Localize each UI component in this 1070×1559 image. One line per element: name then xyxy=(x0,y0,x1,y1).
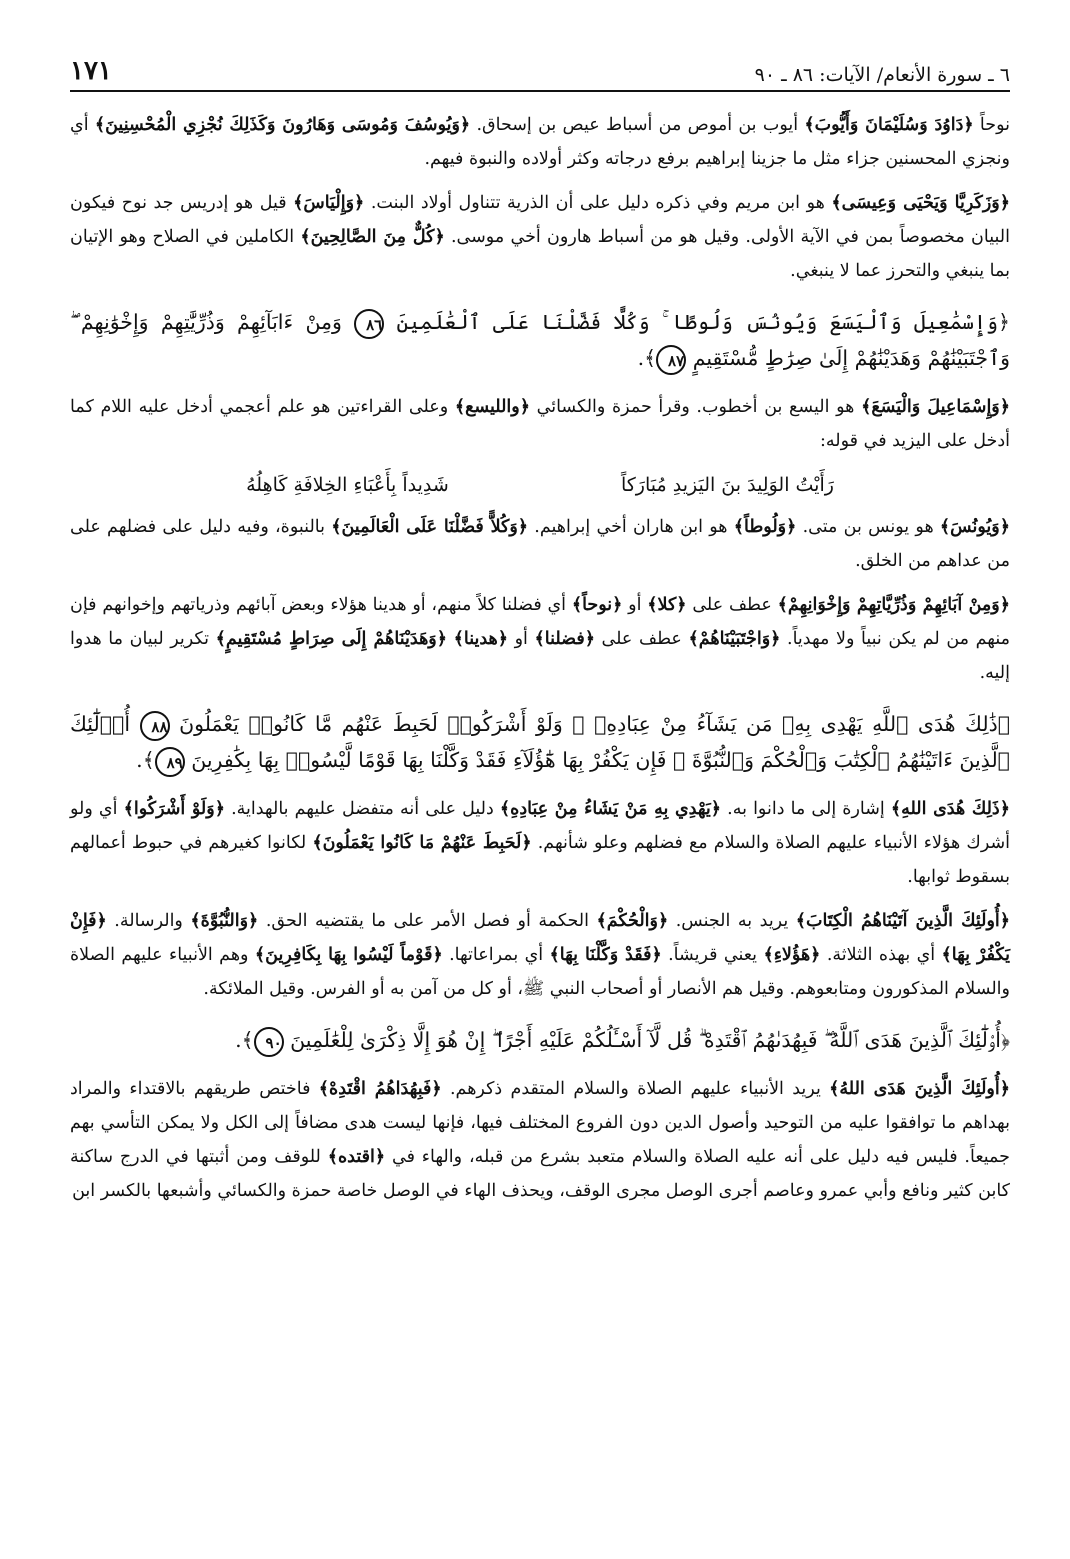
text-run: أي ولو أشرك هؤلاء الأنبياء عليهم الصلاة والسلام مع فضلهم وعلو شأنهم. xyxy=(70,799,1011,853)
text-run: قيل هو إدريس جد نوح فيكون البيان مخصوصاً بمن في الآية الأولى. وقيل هو من أسباط هارون أخي موسى. xyxy=(70,193,1010,247)
text-run: أي فضلنا كلاً منهم، أو هدينا هؤلاء وبعض آبائهم وذرياتهم وإخوانهم فإن منهم من لم يكن نبياً ولا مهدياً. xyxy=(70,595,1010,649)
quoted-verse-phrase: ﴿وَالنُّبُوَّةَ﴾ xyxy=(190,911,259,931)
text-run: هو يونس بن متى. xyxy=(796,517,940,537)
text-run: دليل على أنه متفضل عليهم بالهداية. xyxy=(224,799,500,819)
quoted-verse-phrase: ﴿وَلُوطاً﴾ xyxy=(733,517,797,537)
text-run: ﴾. xyxy=(136,748,155,772)
quoted-verse-phrase: ﴿وَمِنْ آبَائِهِمْ وَذُرِّيَّاتِهِمْ وَإِخْوَانِهِمْ﴾ xyxy=(777,595,1010,615)
text-run: تكرير لبيان ما هدوا إليه. xyxy=(70,629,1010,683)
text-run: للوقف ومن أثبتها في الدرج ساكنة كابن كثير ونافع وأبي عمرو وعاصم أجرى الوصل مجرى الوقف، ويحذف الهاء في الوصل خاصة حمزة والكسائي وأشبعها بالكسر ابن xyxy=(70,1147,1010,1201)
text-run: ﴿وَإِسْمَٰعِيلَ وَٱلْيَسَعَ وَيُونُسَ وَلُوطًا ۚ وَكُلًّا فَضَّلْنَا عَلَى ٱلْعَٰلَمِينَ xyxy=(384,310,1010,334)
text-run xyxy=(447,629,454,649)
poem-hemistich-right: رَأَيْتُ الوَلِيدَ بنَ اليَزيدِ مُبَارَكاً xyxy=(620,474,834,496)
poem-hemistich-left: شَدِيداً بِأَعْبَاءِ الخِلافَةِ كَاهِلُهُ xyxy=(246,474,449,496)
text-run: ﴾. xyxy=(235,1028,254,1052)
page-body xyxy=(70,108,1010,1218)
text-run: بالنبوة، وفيه دليل على فضلهم على من عداهم من الخلق. xyxy=(70,517,1010,571)
text-run: أو xyxy=(508,629,535,649)
text-run: الحكمة أو فصل الأمر على ما يقتضيه الحق. xyxy=(258,911,597,931)
text-run: يريد الأنبياء عليهم الصلاة والسلام المتقدم ذكرهم. xyxy=(441,1079,830,1099)
quoted-verse-phrase: ﴿قَوْماً لَيْسُوا بِهَا بِكَافِرِينَ﴾ xyxy=(254,945,443,965)
text-run: إشارة إلى ما دانوا به. xyxy=(721,799,891,819)
text-run: يعني قريشاً. xyxy=(661,945,764,965)
text-run: هو ابن هاران أخي إبراهيم. xyxy=(528,517,734,537)
quoted-verse-phrase: ﴿وَلَوْ أَشْرَكُوا﴾ xyxy=(123,799,225,819)
text-run: وَمِنْ ءَابَآئِهِمْ وَذُرِّيَّٰتِهِمْ وَإِخْوَٰنِهِمْ ۖ وَٱجْتَبَيْنَٰهُمْ وَهَدَيْنَٰهُمْ إِلَىٰ صِرَٰطٍ مُّسْتَقِيمٍ xyxy=(70,310,1010,370)
quoted-verse-phrase: ﴿هدينا﴾ xyxy=(453,629,509,649)
commentary-paragraph xyxy=(70,1072,1010,1208)
text-run: أو xyxy=(622,595,648,615)
verse-number-marker: ٨٦ xyxy=(354,309,384,339)
quoted-verse-phrase: ﴿وَكُلاًّ فَضَّلْنَا عَلَى الْعَالَمِينَ﴾ xyxy=(331,517,529,537)
quoted-verse-phrase: ﴿ذَلِكَ هُدَى اللهِ﴾ xyxy=(890,799,1010,819)
text-run: وهم الأنبياء عليهم الصلاة والسلام المذكورون ومتابعوهم. وقيل هم الأنصار أو أصحاب النبي ﷺ، أو كل من آمن به أو الفرس. وقيل الملائكة. xyxy=(70,945,1010,999)
quoted-verse-phrase: ﴿فَبِهُدَاهُمُ اقْتَدِهْ﴾ xyxy=(318,1079,442,1099)
quoted-verse-phrase: ﴿وَيُونُسَ﴾ xyxy=(939,517,1010,537)
text-run: أيوب بن أموص من أسباط عيص بن إسحاق. xyxy=(470,115,805,135)
verse-number-marker: ٩٠ xyxy=(254,1027,284,1057)
quoted-verse-phrase: ﴿فضلنا﴾ xyxy=(534,629,595,649)
page-header xyxy=(70,52,1010,92)
quoted-verse-phrase: ﴿دَاوُدَ وَسُلَيْمَانَ وَأَيُّوبَ﴾ xyxy=(804,115,974,135)
quran-verse-block xyxy=(70,1022,1010,1058)
quoted-verse-phrase: ﴿كُلٌّ مِنَ الصَّالِحِينَ﴾ xyxy=(300,227,445,247)
verse-number-marker: ٨٧ xyxy=(656,345,686,375)
text-run: وعلى القراءتين هو علم أعجمي أدخل عليه اللام كما أدخل على اليزيد في قوله: xyxy=(70,397,1010,451)
quran-verse-block xyxy=(70,706,1010,778)
quoted-verse-phrase: ﴿وَإِسْمَاعِيلَ وَالْيَسَعَ﴾ xyxy=(861,397,1011,417)
quoted-verse-phrase: ﴿وَالْحُكْمَ﴾ xyxy=(596,911,669,931)
quoted-verse-phrase: ﴿أُولَئِكَ الَّذِينَ هَدَى اللهُ﴾ xyxy=(829,1079,1010,1099)
quoted-verse-phrase: ﴿وَإِلْيَاسَ﴾ xyxy=(293,193,365,213)
quoted-verse-phrase: ﴿يَهْدِي بِهِ مَنْ يَشَاءُ مِنْ عِبَادِهِ﴾ xyxy=(499,799,722,819)
text-run: هو اليسع بن أخطوب. وقرأ حمزة والكسائي xyxy=(529,397,862,417)
commentary-paragraph xyxy=(70,792,1010,894)
text-run: لكانوا كغيرهم في حبوط أعمالهم بسقوط ثوابها. xyxy=(70,833,1010,887)
quoted-verse-phrase: ﴿أُولَئِكَ الَّذِينَ آتَيْنَاهُمُ الْكِتَابَ﴾ xyxy=(795,911,1011,931)
text-run: الكاملين في الصلاح وهو الإتيان بما ينبغي والتحرز عما لا ينبغي. xyxy=(70,227,1010,281)
quoted-verse-phrase: ﴿وَزَكَرِيَّا وَيَحْيَى وَعِيسَى﴾ xyxy=(831,193,1010,213)
text-run: فاختص طريقهم بالاقتداء والمراد بهداهم ما توافقوا عليه من التوحيد وأصول الدين دون الفروع المختلف فيها، فإنها ليست هدى مضافاً إلى الكل ولا يمكن التأسي بهم جميعاً. فليس فيه دليل على أنه عليه الصلاة والسلام متعبد بشرع من قبله، والهاء في xyxy=(70,1079,1010,1167)
verse-number-marker: ٨٩ xyxy=(155,747,185,777)
running-title: ٦ ـ سورة الأنعام/ الآيات: ٨٦ ـ ٩٠ xyxy=(754,64,1010,86)
text-run: نوحاً xyxy=(973,115,1010,135)
commentary-paragraph xyxy=(70,186,1010,288)
commentary-paragraph xyxy=(70,390,1010,458)
quoted-verse-phrase: ﴿وَيُوسُفَ وَمُوسَى وَهَارُونَ وَكَذَلِكَ نُجْزِي الْمُحْسِنِينَ﴾ xyxy=(94,115,471,135)
commentary-paragraph xyxy=(70,108,1010,176)
commentary-paragraph xyxy=(70,904,1010,1006)
text-run: ﴿أُو۟لَٰٓئِكَ ٱلَّذِينَ هَدَى ٱللَّهُ ۖ فَبِهُدَىٰهُمُ ٱقْتَدِهْ ۗ قُل لَّآ أَسْـَٔلُكُمْ عَلَيْهِ أَجْرًا ۖ إِنْ هُوَ إِلَّا ذِكْرَىٰ لِلْعَٰلَمِينَ xyxy=(283,1028,1010,1052)
text-run: ﴿ذَٰلِكَ هُدَى ٱللَّهِ يَهْدِى بِهِۦ مَن يَشَآءُ مِنْ عِبَادِهِۦ ۚ وَلَوْ أَشْرَكُوا۟ لَحَبِطَ عَنْهُم مَّا كَانُوا۟ يَعْمَلُونَ xyxy=(169,712,1011,736)
commentary-paragraph xyxy=(70,588,1010,690)
commentary-paragraph xyxy=(70,510,1010,578)
text-run: أي ونجزي المحسنين جزاء مثل ما جزينا إبراهيم برفع درجاته وكثر أولاده والنبوة فيهم. xyxy=(70,115,1010,169)
quoted-verse-phrase: ﴿والليسع﴾ xyxy=(454,397,530,417)
quoted-verse-phrase: ﴿فَإِنْ يَكْفُرْ بِهَا﴾ xyxy=(70,911,1011,965)
verse-number-marker: ٨٨ xyxy=(140,711,170,741)
quran-verse-block xyxy=(70,304,1010,376)
quoted-verse-phrase: ﴿لَحَبِطَ عَنْهُمْ مَا كَانُوا يَعْمَلُونَ﴾ xyxy=(312,833,532,853)
text-run: أي بمراعاتها. xyxy=(442,945,550,965)
quoted-verse-phrase: ﴿اقتده﴾ xyxy=(327,1147,386,1167)
quoted-verse-phrase: ﴿فَقَدْ وَكَّلْنَا بِهَا﴾ xyxy=(549,945,662,965)
quoted-verse-phrase: ﴿هَؤُلاءِ﴾ xyxy=(763,945,821,965)
text-run: عطف على xyxy=(594,629,689,649)
quoted-verse-phrase: ﴿كلا﴾ xyxy=(647,595,687,615)
page-number: ١٧١ xyxy=(70,56,112,86)
text-run: يريد به الجنس. xyxy=(668,911,796,931)
quoted-verse-phrase: ﴿وَاجْتَبَيْنَاهُمْ﴾ xyxy=(688,629,781,649)
text-run: أُو۟لَٰٓئِكَ ٱلَّذِينَ ءَاتَيْنَٰهُمُ ٱلْكِتَٰبَ وَٱلْحُكْمَ وَٱلنُّبُوَّةَ ۚ فَإِن يَكْفُرْ بِهَا هَٰٓؤُلَآءِ فَقَدْ وَكَّلْنَا بِهَا قَوْمًا لَّيْسُوا۟ بِهَا بِكَٰفِرِينَ xyxy=(70,712,1010,772)
quoted-verse-phrase: ﴿وَهَدَيْنَاهُمْ إِلَى صِرَاطٍ مُسْتَقِيمٍ﴾ xyxy=(215,629,448,649)
text-run: ﴾. xyxy=(637,346,657,370)
text-run: والرسالة. xyxy=(106,911,191,931)
text-run: عطف على xyxy=(686,595,778,615)
quoted-verse-phrase: ﴿نوحاً﴾ xyxy=(571,595,623,615)
text-run: أي بهذه الثلاثة. xyxy=(820,945,942,965)
poem-verse xyxy=(160,468,920,502)
text-run: هو ابن مريم وفي ذكره دليل على أن الذرية تتناول أولاد البنت. xyxy=(364,193,832,213)
